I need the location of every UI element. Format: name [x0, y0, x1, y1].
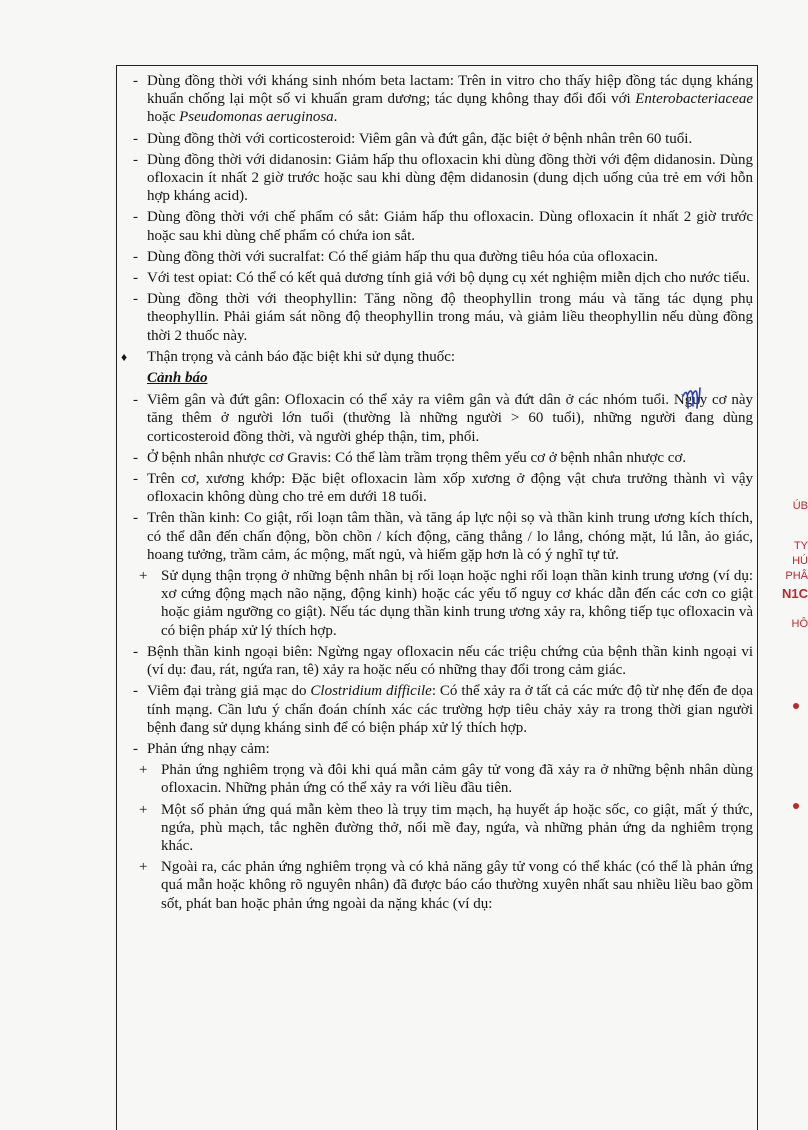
interaction-iron: - Dùng đồng thời với chế phẩm có sắt: Giảm hấp thu ofloxacin. Dùng ofloxacin ít nhất 2 giờ trước hoặc sau khi dùng chế phẩm có chứa ion sắt.	[133, 209, 753, 244]
plus-bullet: +	[139, 762, 148, 779]
dash-bullet: -	[133, 73, 138, 89]
warning-colitis: - Viêm đại tràng giả mạc do Clostridium difficile: Có thể xảy ra ở tất cả các mức độ từ nhẹ đến đe dọa tính mạng. Cần lưu ý chẩn đoán chính xác các trường hợp tiêu chảy xảy ra trong thời gian người bệnh đang sử dụng kháng sinh để có biện pháp xử lý thích hợp.	[133, 683, 753, 736]
dash-bullet: -	[133, 151, 138, 168]
section-heading	[121, 348, 753, 366]
warning-nervous-sub: + Sử dụng thận trọng ở những bệnh nhân bị rối loạn hoặc nghi rối loạn thần kinh trung ương (ví dụ: xơ cứng động mạch não nặng, động kinh) hoặc các yếu tố nguy cơ khác dẫn đến các cơn co giật hoặc giảm ngưỡng co giật). Nếu tác dụng thần kinh trung ương xảy ra, không tiếp tục ofloxacin và có biện pháp xử lý thích hợp.	[139, 568, 753, 639]
dash-bullet: -	[133, 510, 138, 527]
stamp-dot-mark	[776, 800, 800, 812]
subsection-title: Cảnh báo	[147, 370, 208, 387]
dash-bullet: -	[133, 130, 138, 147]
red-stamp-fragment: ÚB TY HÚ PHÂ N1C HÔ	[781, 500, 808, 630]
stamp-dot-mark	[776, 700, 800, 712]
warning-nervous: - Trên thần kinh: Co giật, rối loạn tâm thần, và tăng áp lực nội sọ và thần kinh trung ương kích thích, có thể dẫn đến chấn động, bồn chồn / kích động, căng thẳng / lo lắng, chóng mặt, lú lẫn, ảo giác, hoang tưởng, trầm cảm, ác mộng, mất ngủ, và hiếm gặp hơn là có ý nghĩ tự tử.	[133, 510, 753, 563]
dash-bullet: -	[133, 683, 138, 700]
dash-bullet: -	[133, 291, 138, 308]
dash-bullet: -	[133, 392, 138, 409]
diamond-bullet-icon: ♦	[121, 349, 128, 364]
dash-bullet: -	[133, 471, 138, 488]
dash-bullet: -	[133, 449, 138, 466]
warning-musculoskeletal: - Trên cơ, xương khớp: Đặc biệt ofloxacin làm xốp xương ở động vật chưa trưởng thành vì vậy ofloxacin không dùng cho trẻ em dưới 18 tuổi.	[133, 471, 753, 506]
warning-tendon: - Viêm gân và đứt gân: Ofloxacin có thể xảy ra viêm gân và đứt dân ở các nhóm tuổi. Nguy cơ này tăng thêm ở người lớn tuổi (thường là những người > 60 tuổi), những người đang dùng corticosteroid đồng thời, và người ghép thận, tim, phổi.	[133, 392, 753, 445]
interaction-didanosin: - Dùng đồng thời với didanosin: Giảm hấp thu ofloxacin khi dùng đồng thời với đệm didanosin. Dùng ofloxacin ít nhất 2 giờ trước hoặc sau khi dùng đệm didanosin (dung dịch uống của trẻ em với hỗn hợp kháng acid).	[133, 151, 753, 205]
document-content	[121, 72, 753, 916]
plus-bullet: +	[139, 568, 148, 585]
interaction-opiat: - Với test opiat: Có thể có kết quả dương tính giả với bộ dụng cụ xét nghiệm miễn dịch cho nước tiểu.	[133, 270, 750, 287]
warning-hypersensitivity-3: + Ngoài ra, các phản ứng nghiêm trọng và có khả năng gây tử vong có thể khác (có thể là phản ứng quá mẫn hoặc không rõ nguyên nhân) đã được báo cáo thường xuyên nhất sau nhiều liều bao gồm sốt, phát ban hoặc phản ứng ngoài da nặng khác (ví dụ:	[139, 859, 753, 912]
warning-hypersensitivity-1: + Phản ứng nghiêm trọng và đôi khi quá mẫn cảm gây tử vong đã xảy ra ở những bệnh nhân dùng ofloxacin. Những phản ứng có thể xảy ra với liều đầu tiên.	[139, 762, 753, 797]
plus-bullet: +	[139, 801, 148, 818]
dash-bullet: -	[133, 643, 138, 660]
warning-myasthenia: - Ở bệnh nhân nhược cơ Gravis: Có thể làm trầm trọng thêm yếu cơ ở bệnh nhân nhược cơ.	[133, 449, 687, 466]
interaction-sucralfat: - Dùng đồng thời với sucralfat: Có thể giảm hấp thu qua đường tiêu hóa của ofloxacin.	[133, 248, 658, 265]
handwritten-initials-signature	[681, 386, 705, 414]
dash-bullet: -	[133, 740, 138, 757]
dash-bullet: -	[133, 270, 138, 287]
warning-hypersensitivity-2: + Một số phản ứng quá mẫn kèm theo là trụy tim mạch, hạ huyết áp hoặc sốc, co giật, mất ý thức, ngứa, phù mạch, tắc nghẽn đường thở, nổi mề đay, ngứa, và những phản ứng da nghiêm trọng khác.	[139, 801, 753, 854]
warning-neuropathy: - Bệnh thần kinh ngoại biên: Ngừng ngay ofloxacin nếu các triệu chứng của bệnh thần kinh ngoại vi (ví dụ: đau, rát, ngứa ran, tê) xảy ra hoặc nếu có những thay đổi trong cảm giác.	[133, 643, 753, 679]
interaction-theophyllin: - Dùng đồng thời với theophyllin: Tăng nồng độ theophyllin trong máu và tăng tác dụng phụ theophyllin. Phải giám sát nồng độ theophyllin trong máu, và giảm liều theophyllin nếu dùng đồng thời 2 thuốc này.	[133, 291, 753, 344]
warning-hypersensitivity: - Phản ứng nhạy cảm:	[133, 740, 270, 757]
interaction-beta-lactam: - Dùng đồng thời với kháng sinh nhóm beta lactam: Trên in vitro cho thấy hiệp đồng tác dụng kháng khuẩn chống lại một số vi khuẩn gram dương; tác dụng không thay đổi đối với Enterobacteriaceae hoặc Pseudomonas aeruginosa.	[133, 73, 753, 126]
interaction-corticosteroid: - Dùng đồng thời với corticosteroid: Viêm gân và đứt gân, đặc biệt ở bệnh nhân trên 60 tuổi.	[133, 130, 693, 147]
plus-bullet: +	[139, 859, 148, 876]
section-title: Thận trọng và cảnh báo đặc biệt khi sử dụng thuốc:	[147, 348, 456, 365]
dash-bullet: -	[133, 248, 138, 265]
dash-bullet: -	[133, 209, 138, 226]
